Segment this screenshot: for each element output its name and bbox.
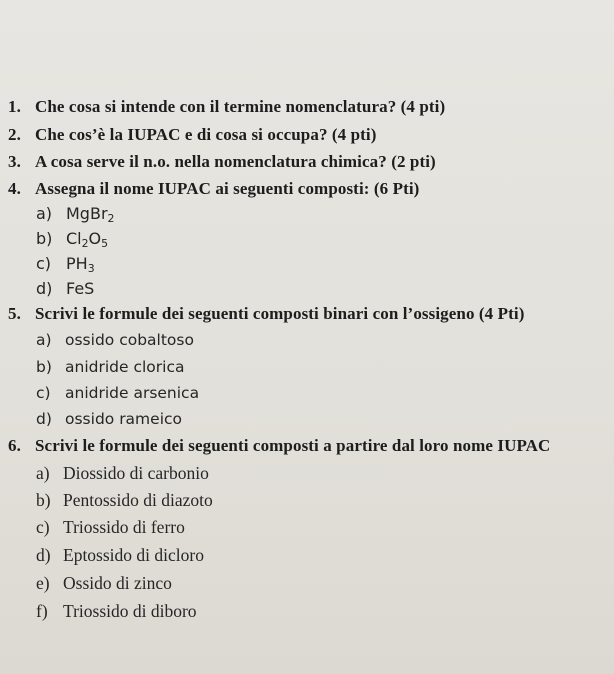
- question-4: [8, 179, 419, 199]
- chemical-formula: FeS: [66, 279, 95, 298]
- item-label: d): [36, 545, 51, 565]
- question-number: 6.: [8, 436, 21, 455]
- question-text: Che cosa si intende con il termine nomenclatura? (4 pti): [35, 97, 446, 116]
- item-text: ossido cobaltoso: [65, 331, 194, 349]
- list-item: [36, 517, 185, 538]
- list-item: [36, 410, 182, 428]
- question-number: 5.: [8, 304, 21, 323]
- item-label: a): [36, 204, 53, 223]
- item-text: Triossido di diboro: [63, 601, 197, 621]
- item-text: Ossido di zinco: [63, 573, 172, 593]
- item-text: anidride clorica: [65, 358, 185, 376]
- list-item: [36, 601, 197, 622]
- list-item: [36, 384, 199, 402]
- question-number: 3.: [8, 152, 21, 171]
- list-item: [36, 463, 209, 484]
- list-item: [36, 229, 108, 250]
- list-item: [36, 573, 172, 594]
- question-text: Assegna il nome IUPAC ai seguenti composti: (6 Pti): [35, 179, 420, 198]
- item-text: anidride arsenica: [65, 384, 200, 402]
- chemical-formula: $PH_3$: [66, 254, 95, 276]
- item-label: b): [36, 358, 52, 376]
- item-label: c): [36, 254, 52, 273]
- item-text: Triossido di ferro: [63, 517, 185, 537]
- item-text: ossido rameico: [65, 410, 183, 428]
- item-label: a): [36, 331, 52, 349]
- item-label: c): [36, 517, 50, 537]
- item-text: Diossido di carbonio: [63, 463, 209, 483]
- list-item: [36, 331, 194, 349]
- item-label: d): [36, 279, 53, 298]
- question-number: 1.: [8, 97, 21, 116]
- list-item: [36, 358, 184, 376]
- item-label: e): [36, 573, 50, 593]
- item-label: a): [36, 463, 50, 483]
- item-label: b): [36, 490, 51, 510]
- question-6: [8, 436, 550, 456]
- item-label: c): [36, 384, 51, 402]
- question-text: A cosa serve il n.o. nella nomenclatura chimica? (2 pti): [35, 152, 436, 171]
- chemical-formula: $Cl_2O_5$: [66, 229, 109, 251]
- list-item: [36, 545, 204, 566]
- item-text: Pentossido di diazoto: [63, 490, 213, 510]
- question-text: Scrivi le formule dei seguenti composti a partire dal loro nome IUPAC: [35, 436, 551, 455]
- item-label: b): [36, 229, 53, 248]
- question-5: [8, 304, 524, 324]
- question-1: [8, 97, 445, 117]
- question-text: Che cos’è la IUPAC e di cosa si occupa? (4 pti): [35, 125, 377, 144]
- item-text: Eptossido di dicloro: [63, 545, 204, 565]
- item-label: f): [36, 601, 48, 621]
- question-number: 4.: [8, 179, 21, 198]
- question-number: 2.: [8, 125, 21, 144]
- list-item: [36, 490, 213, 511]
- list-item: [36, 279, 94, 298]
- question-3: [8, 152, 436, 172]
- list-item: [36, 254, 95, 275]
- item-label: d): [36, 410, 52, 428]
- chemical-formula: MgBr$_2$: [66, 204, 115, 226]
- list-item: [36, 204, 114, 225]
- question-2: [8, 125, 377, 145]
- question-text: Scrivi le formule dei seguenti composti binari con l’ossigeno (4 Pti): [35, 304, 525, 323]
